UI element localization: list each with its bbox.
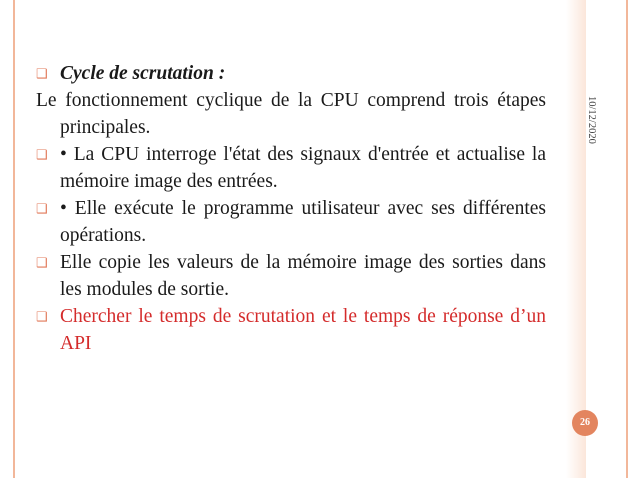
hollow-square-bullet-icon: ❑ xyxy=(36,66,48,81)
bullet-item xyxy=(36,60,546,87)
bullet-item xyxy=(36,195,546,249)
hollow-square-bullet-icon: ❑ xyxy=(36,309,48,324)
bullet-item xyxy=(36,249,546,303)
right-accent-band xyxy=(566,0,586,478)
bullet-text: • La CPU interroge l'état des signaux d'entrée et actualise la mémoire image des entrées. xyxy=(60,144,546,192)
task-text: Chercher le temps de scrutation et le temps de réponse d’un API xyxy=(60,306,546,354)
bullet-text: Elle copie les valeurs de la mémoire image des sorties dans les modules de sortie. xyxy=(60,252,546,300)
slide-body xyxy=(36,60,546,357)
bullet-text: • Elle exécute le programme utilisateur avec ses différentes opérations. xyxy=(60,198,546,246)
section-heading: Cycle de scrutation : xyxy=(60,63,226,84)
bullet-item xyxy=(36,303,546,357)
hollow-square-bullet-icon: ❑ xyxy=(36,201,48,216)
body-paragraph xyxy=(36,87,546,141)
left-border-line xyxy=(13,0,15,478)
slide-date: 10/12/2020 xyxy=(586,96,597,144)
hollow-square-bullet-icon: ❑ xyxy=(36,147,48,162)
paragraph-text: Le fonctionnement cyclique de la CPU comprend trois étapes principales. xyxy=(36,90,546,138)
page-number-badge: 26 xyxy=(572,410,598,436)
hollow-square-bullet-icon: ❑ xyxy=(36,255,48,270)
right-border-line xyxy=(626,0,628,478)
bullet-item xyxy=(36,141,546,195)
